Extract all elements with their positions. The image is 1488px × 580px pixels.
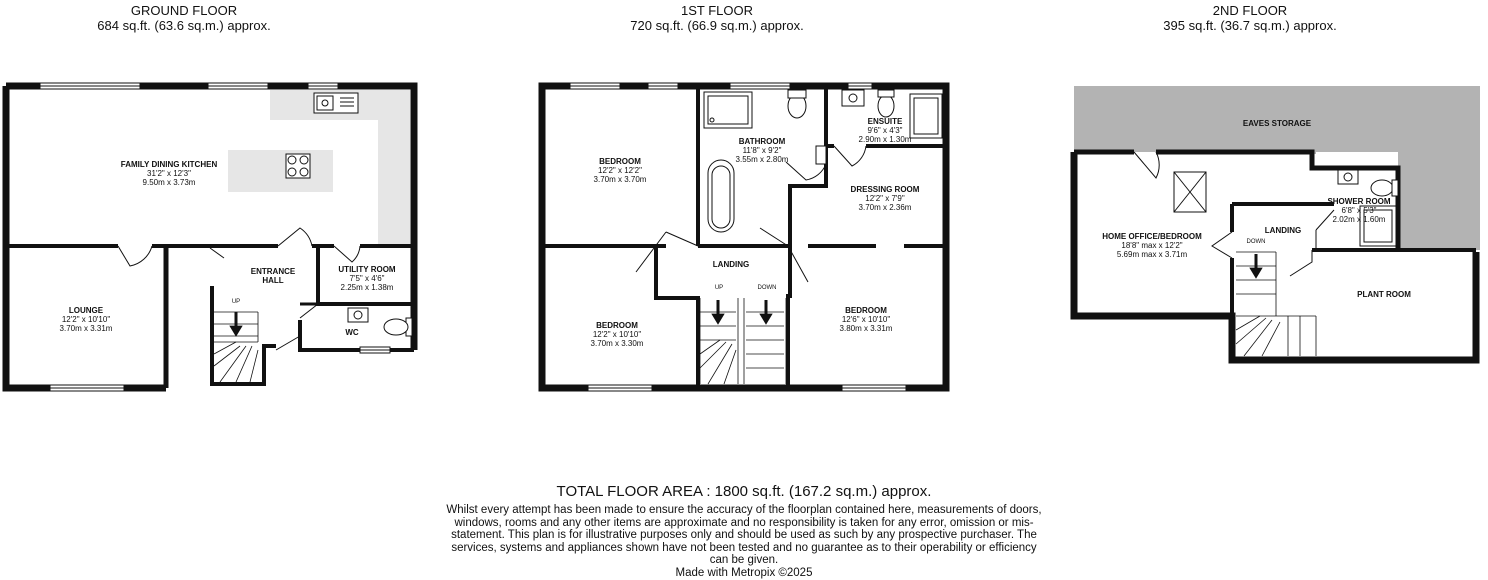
room-name: FAMILY DINING KITCHEN	[120, 160, 218, 169]
room-name: DRESSING ROOM	[850, 185, 920, 194]
room-name: BATHROOM	[738, 137, 786, 146]
room-label-shower-room	[1327, 197, 1390, 224]
room-name: UTILITY ROOM	[338, 265, 396, 274]
room-size-metric: 2.90m x 1.30m	[858, 135, 912, 144]
room-size-metric: 3.70m x 3.31m	[59, 324, 113, 333]
room-name: LOUNGE	[68, 306, 104, 315]
hob-icon	[286, 154, 310, 178]
room-label-eaves-storage	[1243, 119, 1311, 128]
room-label-ensuite	[859, 117, 912, 144]
room-label-bedroom-1	[594, 157, 647, 184]
room-name: BEDROOM	[599, 157, 641, 166]
room-label-home-office	[1102, 232, 1202, 259]
room-label-utility	[338, 265, 395, 292]
room-size-metric: 3.70m x 2.36m	[858, 203, 912, 212]
room-label-dressing-room	[851, 185, 920, 212]
room-label-bedroom-2	[591, 321, 644, 348]
room-size-imperial: 12'6" x 10'10"	[841, 315, 891, 324]
room-size-imperial: 12'2" x 10'10"	[61, 315, 111, 324]
room-size-metric: 3.80m x 3.31m	[839, 324, 893, 333]
room-size-imperial: 12'2" x 12'2"	[598, 166, 642, 175]
room-label-wc	[345, 328, 358, 337]
second-floor-area: 395 sq.ft. (36.7 sq.m.) approx.	[1163, 18, 1337, 33]
stairs-down-label: DOWN	[757, 285, 777, 291]
room-name: ENTRANCE	[250, 267, 296, 276]
room-label-bathroom	[736, 137, 789, 164]
total-floor-area: TOTAL FLOOR AREA : 1800 sq.ft. (167.2 sq.m.) approx.	[556, 483, 932, 500]
room-name: PLANT ROOM	[1357, 290, 1411, 299]
stairs-down-label: DOWN	[1246, 239, 1266, 245]
ground-floor-title: GROUND FLOOR	[130, 3, 238, 18]
room-name: EAVES STORAGE	[1242, 119, 1312, 128]
ground-floor-area: 684 sq.ft. (63.6 sq.m.) approx.	[97, 18, 271, 33]
room-name: BEDROOM	[596, 321, 638, 330]
room-name-line2: HALL	[262, 276, 284, 285]
room-label-landing-1	[713, 260, 749, 269]
ground-floor-plan	[6, 83, 414, 391]
room-size-metric: 2.25m x 1.38m	[340, 283, 394, 292]
ground-stairs	[214, 312, 258, 382]
room-size-metric: 3.70m x 3.70m	[593, 175, 647, 184]
room-name: LANDING	[712, 260, 750, 269]
room-size-imperial: 12'2" x 10'10"	[592, 330, 642, 339]
first-floor-area: 720 sq.ft. (66.9 sq.m.) approx.	[630, 18, 804, 33]
room-name: LANDING	[1264, 226, 1302, 235]
room-size-imperial: 31'2" x 12'3"	[147, 169, 191, 178]
room-name: ENSUITE	[867, 117, 903, 126]
room-name: SHOWER ROOM	[1327, 197, 1391, 206]
room-size-imperial: 11'8" x 9'2"	[742, 146, 782, 155]
room-name: BEDROOM	[845, 306, 887, 315]
kitchen-island	[228, 150, 333, 192]
room-size-imperial: 7'5" x 4'6"	[349, 274, 385, 283]
room-size-imperial: 9'6" x 4'3"	[867, 126, 903, 135]
room-label-entrance-hall	[251, 267, 295, 285]
room-label-kitchen	[121, 160, 217, 187]
room-size-metric: 3.55m x 2.80m	[735, 155, 789, 164]
first-floor-stairs	[700, 298, 786, 384]
room-name: WC	[345, 328, 359, 337]
room-size-metric: 3.70m x 3.30m	[590, 339, 644, 348]
room-label-landing-2	[1265, 226, 1301, 235]
kitchen-counter-side	[378, 90, 410, 244]
room-size-imperial: 18'8" max x 12'2"	[1121, 241, 1183, 250]
room-size-imperial: 12'2" x 7'9"	[865, 194, 905, 203]
room-label-lounge	[60, 306, 113, 333]
room-size-metric: 5.69m max x 3.71m	[1116, 250, 1188, 259]
room-size-metric: 2.02m x 1.60m	[1332, 215, 1386, 224]
second-floor-title: 2ND FLOOR	[1212, 3, 1288, 18]
room-label-plant-room	[1357, 290, 1411, 299]
room-size-imperial: 6'8" x 5'3"	[1341, 206, 1377, 215]
stairs-up-label: UP	[714, 285, 724, 291]
first-floor-title: 1ST FLOOR	[680, 3, 753, 18]
credit-text: Made with Metropix ©2025	[675, 567, 813, 579]
room-size-metric: 9.50m x 3.73m	[142, 178, 196, 187]
room-label-bedroom-3	[840, 306, 893, 333]
disclaimer-text: Whilst every attempt has been made to ensure the accuracy of the floorplan contained here, measurements of doors, windows, rooms and any other items are approximate and no responsibility is taken for any error, omission or mis-statement. This plan is for illustrative purposes only and should be used as such by any prospective purchaser. The services, systems and appliances shown have not been tested and no guarantee as to their operability or efficiency can be given.	[446, 504, 1042, 567]
room-name: HOME OFFICE/BEDROOM	[1102, 232, 1202, 241]
stairs-up-label: UP	[231, 299, 241, 305]
